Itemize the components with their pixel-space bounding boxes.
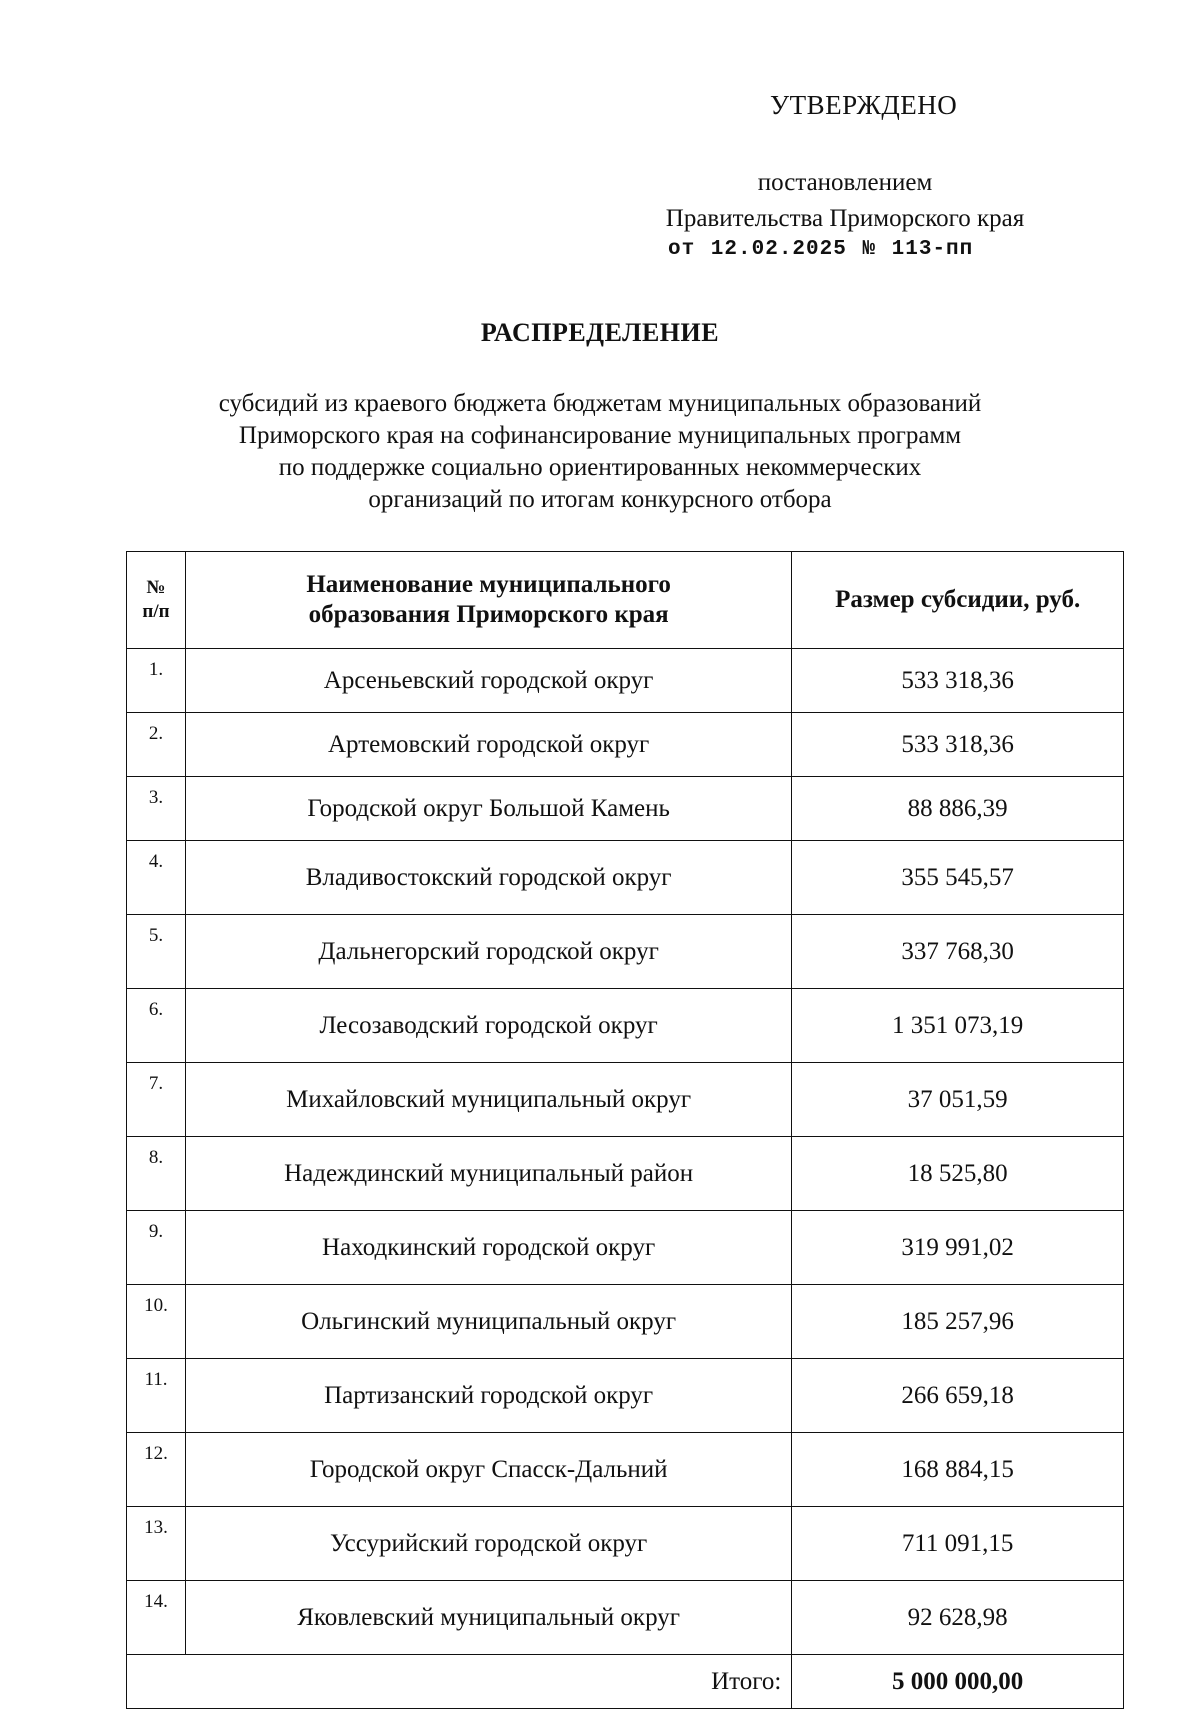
header-subsidy-amount: Размер субсидии, руб. — [792, 552, 1124, 649]
table-row — [127, 1137, 1124, 1211]
subtitle-line-2: Приморского края на софинансирование муниципальных программ — [238, 422, 962, 449]
approved-stamp: УТВЕРЖДЕНО — [770, 90, 958, 120]
row-municipality: Артемовский городской округ — [185, 713, 791, 777]
subtitle-line-1: субсидий из краевого бюджета бюджетам муниципальных образований — [218, 390, 982, 417]
row-number: 9. — [127, 1211, 186, 1285]
subtitle-line-3: по поддержке социально ориентированных некоммерческих — [278, 454, 922, 481]
row-municipality: Городской округ Большой Камень — [185, 777, 791, 841]
row-amount: 1 351 073,19 — [792, 989, 1124, 1063]
table-row — [127, 713, 1124, 777]
row-number: 1. — [127, 649, 186, 713]
row-municipality: Арсеньевский городской округ — [185, 649, 791, 713]
row-number: 8. — [127, 1137, 186, 1211]
table-row — [127, 1507, 1124, 1581]
table-row — [127, 1063, 1124, 1137]
row-amount: 37 051,59 — [792, 1063, 1124, 1137]
document-title: РАСПРЕДЕЛЕНИЕ — [480, 318, 720, 347]
row-municipality: Уссурийский городской округ — [185, 1507, 791, 1581]
table-row — [127, 649, 1124, 713]
document-subtitle — [100, 388, 1100, 516]
table-row — [127, 1211, 1124, 1285]
total-row — [127, 1655, 1124, 1709]
table-row — [127, 1359, 1124, 1433]
header-number-line1: № — [146, 577, 166, 598]
approved-by-line2: Правительства Приморского края — [665, 205, 1025, 232]
row-number: 3. — [127, 777, 186, 841]
row-municipality: Находкинский городской округ — [185, 1211, 791, 1285]
row-amount: 355 545,57 — [792, 841, 1124, 915]
subtitle-line-4: организаций по итогам конкурсного отбора — [368, 486, 832, 513]
table-row — [127, 841, 1124, 915]
total-label: Итого: — [127, 1655, 792, 1709]
decree-reference: от 12.02.2025 № 113-пп — [668, 238, 974, 261]
header-municipality-line1: Наименование муниципального — [306, 571, 671, 598]
row-amount: 266 659,18 — [792, 1359, 1124, 1433]
approved-by-block — [640, 165, 1050, 237]
total-amount: 5 000 000,00 — [792, 1655, 1124, 1709]
table-header-row — [127, 552, 1124, 649]
header-number-line2: п/п — [142, 601, 170, 622]
row-municipality: Владивостокский городской округ — [185, 841, 791, 915]
row-amount: 168 884,15 — [792, 1433, 1124, 1507]
table-row — [127, 1581, 1124, 1655]
row-municipality: Лесозаводский городской округ — [185, 989, 791, 1063]
row-amount: 185 257,96 — [792, 1285, 1124, 1359]
row-municipality: Дальнегорский городской округ — [185, 915, 791, 989]
row-amount: 18 525,80 — [792, 1137, 1124, 1211]
row-municipality: Михайловский муниципальный округ — [185, 1063, 791, 1137]
table-row — [127, 989, 1124, 1063]
row-municipality: Городской округ Спасск-Дальний — [185, 1433, 791, 1507]
row-municipality: Надеждинский муниципальный район — [185, 1137, 791, 1211]
row-number: 6. — [127, 989, 186, 1063]
row-number: 7. — [127, 1063, 186, 1137]
table-row — [127, 777, 1124, 841]
approved-by-line1: постановлением — [757, 169, 933, 196]
row-number: 10. — [127, 1285, 186, 1359]
row-amount: 533 318,36 — [792, 649, 1124, 713]
row-amount: 337 768,30 — [792, 915, 1124, 989]
header-number — [127, 552, 186, 649]
row-municipality: Ольгинский муниципальный округ — [185, 1285, 791, 1359]
row-number: 2. — [127, 713, 186, 777]
table-row — [127, 915, 1124, 989]
row-amount: 711 091,15 — [792, 1507, 1124, 1581]
distribution-table — [126, 551, 1124, 1709]
row-amount: 533 318,36 — [792, 713, 1124, 777]
table-row — [127, 1433, 1124, 1507]
row-amount: 319 991,02 — [792, 1211, 1124, 1285]
row-number: 5. — [127, 915, 186, 989]
row-number: 13. — [127, 1507, 186, 1581]
row-number: 14. — [127, 1581, 186, 1655]
table-row — [127, 1285, 1124, 1359]
row-municipality: Партизанский городской округ — [185, 1359, 791, 1433]
header-municipality — [185, 552, 791, 649]
row-number: 11. — [127, 1359, 186, 1433]
header-municipality-line2: образования Приморского края — [308, 601, 669, 628]
row-number: 4. — [127, 841, 186, 915]
row-number: 12. — [127, 1433, 186, 1507]
row-amount: 92 628,98 — [792, 1581, 1124, 1655]
row-municipality: Яковлевский муниципальный округ — [185, 1581, 791, 1655]
row-amount: 88 886,39 — [792, 777, 1124, 841]
